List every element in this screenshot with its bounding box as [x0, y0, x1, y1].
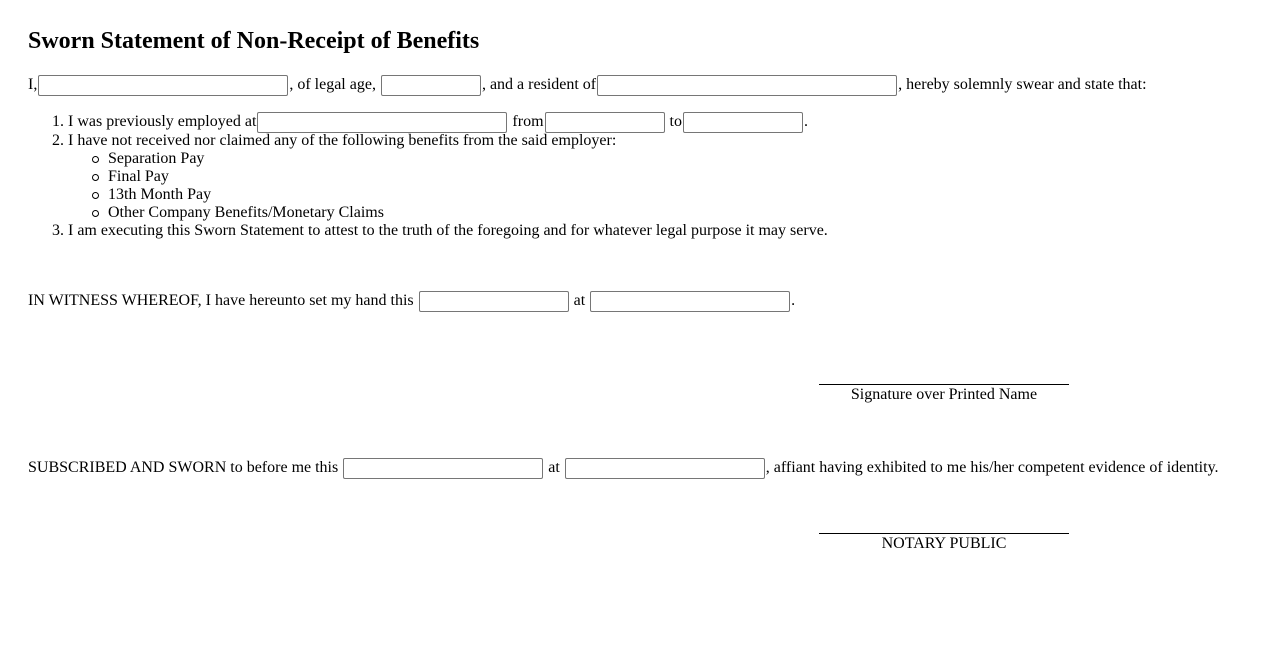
item-number: 2. — [52, 132, 64, 149]
benefits-statement: I have not received nor claimed any of the following benefits from the said employer: — [68, 132, 617, 149]
benefit-item: Separation Pay — [92, 150, 828, 168]
sworn-place-input[interactable] — [565, 458, 765, 479]
legal-age-label: , of legal age, — [289, 76, 376, 94]
to-date-input[interactable] — [683, 112, 803, 133]
witness-at-label: at — [573, 292, 586, 310]
intro-line — [28, 75, 1147, 96]
witness-text: IN WITNESS WHEREOF, I have hereunto set my hand this — [28, 292, 414, 310]
age-input[interactable] — [381, 75, 481, 96]
residence-input[interactable] — [597, 75, 897, 96]
employment-label: I was previously employed at — [68, 113, 257, 131]
list-item-benefits — [52, 132, 828, 150]
statement-list — [52, 112, 828, 240]
benefit-item: 13th Month Pay — [92, 186, 828, 204]
witness-place-input[interactable] — [590, 291, 790, 312]
notary-line — [819, 533, 1069, 553]
from-date-input[interactable] — [545, 112, 665, 133]
document-title: Sworn Statement of Non-Receipt of Benefits — [28, 28, 480, 54]
sworn-date-input[interactable] — [343, 458, 543, 479]
signature-line — [819, 384, 1069, 404]
period-text: . — [803, 113, 808, 131]
from-label: from — [512, 113, 544, 131]
witness-end: . — [791, 292, 796, 310]
benefit-item: Other Company Benefits/Monetary Claims — [92, 204, 828, 222]
item-number: 3. — [52, 222, 64, 239]
to-label: to — [669, 113, 682, 131]
signature-label: Signature over Printed Name — [850, 386, 1038, 403]
intro-prefix: I, — [28, 76, 38, 94]
item-number: 1. — [52, 113, 64, 131]
list-item-purpose — [52, 222, 828, 240]
resident-label: , and a resident of — [481, 76, 597, 94]
intro-suffix: , hereby solemnly swear and state that: — [898, 76, 1147, 94]
benefits-list — [92, 150, 828, 222]
subscribed-text: SUBSCRIBED AND SWORN to before me this — [28, 459, 339, 477]
subscribed-end: , affiant having exhibited to me his/her competent evidence of identity. — [765, 459, 1219, 477]
name-input[interactable] — [38, 75, 288, 96]
subscribed-line — [28, 458, 1219, 479]
list-item-employment — [52, 112, 828, 132]
witness-date-input[interactable] — [419, 291, 569, 312]
sworn-at-label: at — [548, 459, 560, 477]
employer-input[interactable] — [257, 112, 507, 133]
purpose-statement: I am executing this Sworn Statement to attest to the truth of the foregoing and for whatever legal purpose it may serve. — [68, 222, 828, 239]
notary-label: NOTARY PUBLIC — [881, 535, 1007, 552]
witness-line — [28, 291, 795, 312]
benefit-item: Final Pay — [92, 168, 828, 186]
